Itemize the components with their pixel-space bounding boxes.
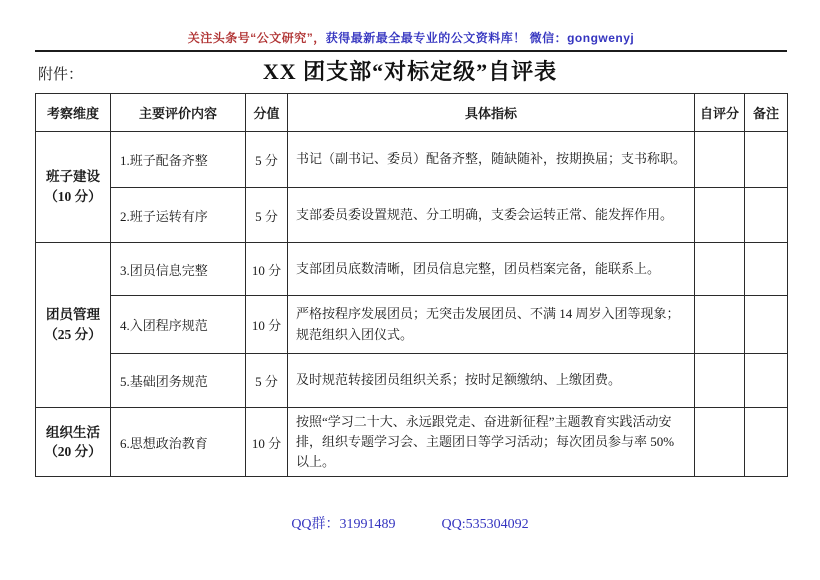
col-header-indicator: 具体指标 — [288, 94, 695, 132]
self-score-cell — [695, 354, 745, 408]
score-cell: 10 分 — [246, 408, 288, 477]
dimension-cell-team-building — [36, 132, 111, 243]
score-cell: 5 分 — [246, 188, 288, 243]
eval-content-cell: 6.思想政治教育 — [111, 408, 246, 477]
col-header-remark: 备注 — [745, 94, 788, 132]
score-cell: 10 分 — [246, 296, 288, 354]
self-score-cell — [695, 243, 745, 296]
remark-cell — [745, 354, 788, 408]
dimension-points: （10 分） — [44, 189, 102, 204]
page-title: XX 团支部“对标定级”自评表 — [262, 59, 558, 84]
eval-content-cell: 1.班子配备齐整 — [111, 132, 246, 188]
table-row — [36, 243, 788, 296]
score-cell: 10 分 — [246, 243, 288, 296]
remark-cell — [745, 296, 788, 354]
self-score-cell — [695, 188, 745, 243]
indicator-cell: 严格按程序发展团员；无突击发展团员、不满 14 周岁入团等现象；规范组织入团仪式。 — [288, 296, 695, 354]
indicator-cell: 及时规范转接团员组织关系；按时足额缴纳、上缴团费。 — [288, 354, 695, 408]
dimension-cell-member-management — [36, 243, 111, 408]
col-header-self-score: 自评分 — [695, 94, 745, 132]
remark-cell — [745, 132, 788, 188]
dimension-points: （25 分） — [44, 327, 102, 342]
dimension-points: （20 分） — [44, 444, 102, 460]
col-header-dimension: 考察维度 — [36, 94, 111, 132]
table-row — [36, 408, 788, 477]
table-row — [36, 188, 788, 243]
indicator-cell: 支部委员委设置规范、分工明确，支委会运转正常、能发挥作用。 — [288, 188, 695, 243]
indicator-cell: 书记（副书记、委员）配备齐整，随缺随补，按期换届；支书称职。 — [288, 132, 695, 188]
promo-banner — [35, 29, 787, 52]
remark-cell — [745, 188, 788, 243]
dimension-name: 团员管理 — [46, 307, 100, 323]
score-cell: 5 分 — [246, 354, 288, 408]
remark-cell — [745, 408, 788, 477]
table-header-row — [36, 94, 788, 132]
col-header-score: 分值 — [246, 94, 288, 132]
self-assessment-table — [35, 93, 788, 477]
self-score-cell — [695, 296, 745, 354]
self-score-cell — [695, 132, 745, 188]
eval-content-cell: 2.班子运转有序 — [111, 188, 246, 243]
remark-cell — [745, 243, 788, 296]
qq-group-text: QQ群：31991489 — [291, 517, 396, 532]
score-cell: 5 分 — [246, 132, 288, 188]
footer-contact — [0, 513, 820, 533]
banner-blue-text: 获得最新最全最专业的公文资料库！ 微信：gongwenyj — [325, 31, 635, 45]
indicator-cell: 按照“学习二十大、永远跟党走、奋进新征程”主题教育实践活动安排，组织专题学习会、主题团日等学习活动；每次团员参与率 50%以上。 — [288, 408, 695, 477]
table-container — [35, 93, 788, 477]
self-score-cell — [695, 408, 745, 477]
dimension-name: 班子建设 — [46, 169, 100, 185]
qq-text: QQ:535304092 — [441, 517, 529, 532]
eval-content-cell: 3.团员信息完整 — [111, 243, 246, 296]
banner-red-text: 关注头条号“公文研究”， — [187, 31, 326, 45]
indicator-cell: 支部团员底数清晰，团员信息完整，团员档案完备，能联系上。 — [288, 243, 695, 296]
dimension-cell-org-life — [36, 408, 111, 477]
table-row — [36, 296, 788, 354]
eval-content-cell: 4.入团程序规范 — [111, 296, 246, 354]
dimension-name: 组织生活 — [46, 424, 100, 440]
attachment-label: 附件： — [38, 67, 84, 83]
col-header-content: 主要评价内容 — [111, 94, 246, 132]
table-row — [36, 354, 788, 408]
table-row — [36, 132, 788, 188]
eval-content-cell: 5.基础团务规范 — [111, 354, 246, 408]
